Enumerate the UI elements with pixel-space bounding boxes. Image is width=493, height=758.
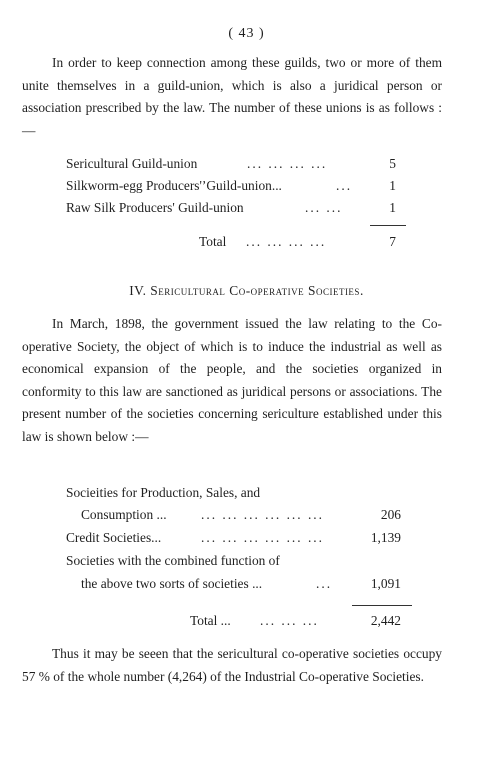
total-value: 7 — [389, 234, 396, 249]
total-value: 2,442 — [370, 613, 401, 628]
table-row — [66, 178, 406, 198]
row-label-line: Societies with the combined function of — [66, 553, 280, 568]
paragraph-guild-unions: In order to keep connection among these guilds, two or more of them unite themselves in a guild-union, which is also a juridical person or association prescribed by the law. The number of these unions is as follows :— — [22, 55, 442, 138]
row-value: 5 — [389, 156, 396, 171]
section-heading — [0, 283, 493, 299]
total-leader-dots: ... ... ... — [260, 613, 319, 628]
row-leader-dots: ... ... — [305, 200, 343, 215]
table-row — [81, 507, 431, 527]
section-title: Sericultural Co-operative Societies. — [150, 283, 364, 298]
row-label: Credit Societies... — [66, 530, 162, 545]
table-row — [66, 200, 406, 220]
row-value: 1,091 — [370, 576, 401, 591]
total-leader-dots: ... ... ... ... — [246, 234, 327, 249]
row-value: 1 — [389, 178, 396, 193]
row-value: 206 — [380, 507, 401, 522]
row-leader-dots: ... ... ... ... — [247, 156, 328, 171]
row-label: Silkworm-egg Producers'’Guild-union... — [66, 178, 282, 193]
paragraph-conclusion: Thus it may be seeen that the sericultural co-operative societies occupy 57 % of the whole number (4,264) of the Industrial Co-operative Societies. — [22, 646, 442, 684]
total-rule — [370, 225, 406, 226]
section-number: IV. — [129, 283, 147, 298]
page-number: ( 43 ) — [228, 26, 265, 41]
row-leader-dots: ... ... ... ... ... ... — [201, 530, 324, 545]
row-leader-dots: ... ... ... ... ... ... — [201, 507, 324, 522]
row-value: 1,139 — [370, 530, 401, 545]
total-row — [190, 613, 430, 633]
row-label: Sericultural Guild-union — [66, 156, 198, 171]
total-label: Total — [199, 234, 227, 249]
row-label-line: Socieities for Production, Sales, and — [66, 485, 261, 500]
row-value: 1 — [389, 200, 396, 215]
row-label: Raw Silk Producers' Guild-union — [66, 200, 244, 215]
row-label: the above two sorts of societies ... — [81, 576, 263, 591]
total-row — [199, 234, 409, 254]
table-row — [81, 576, 431, 596]
row-label: Consumption ... — [81, 507, 167, 522]
paragraph-cooperative-law: In March, 1898, the government issued the law relating to the Co-operative Society, the object of which is to induce the industrial as well as economical expansion of the people, and the societies organized in conformity to this law are sanctioned as juridical persons or associations. The present number of the societies concerning sericulture established under this law is shown below :— — [22, 316, 442, 444]
row-leader-dots: ... — [336, 178, 353, 193]
table-row — [66, 156, 406, 176]
total-rule — [352, 605, 412, 606]
total-label: Total ... — [190, 613, 231, 628]
row-leader-dots: ... — [316, 576, 333, 591]
table-row — [66, 530, 431, 550]
